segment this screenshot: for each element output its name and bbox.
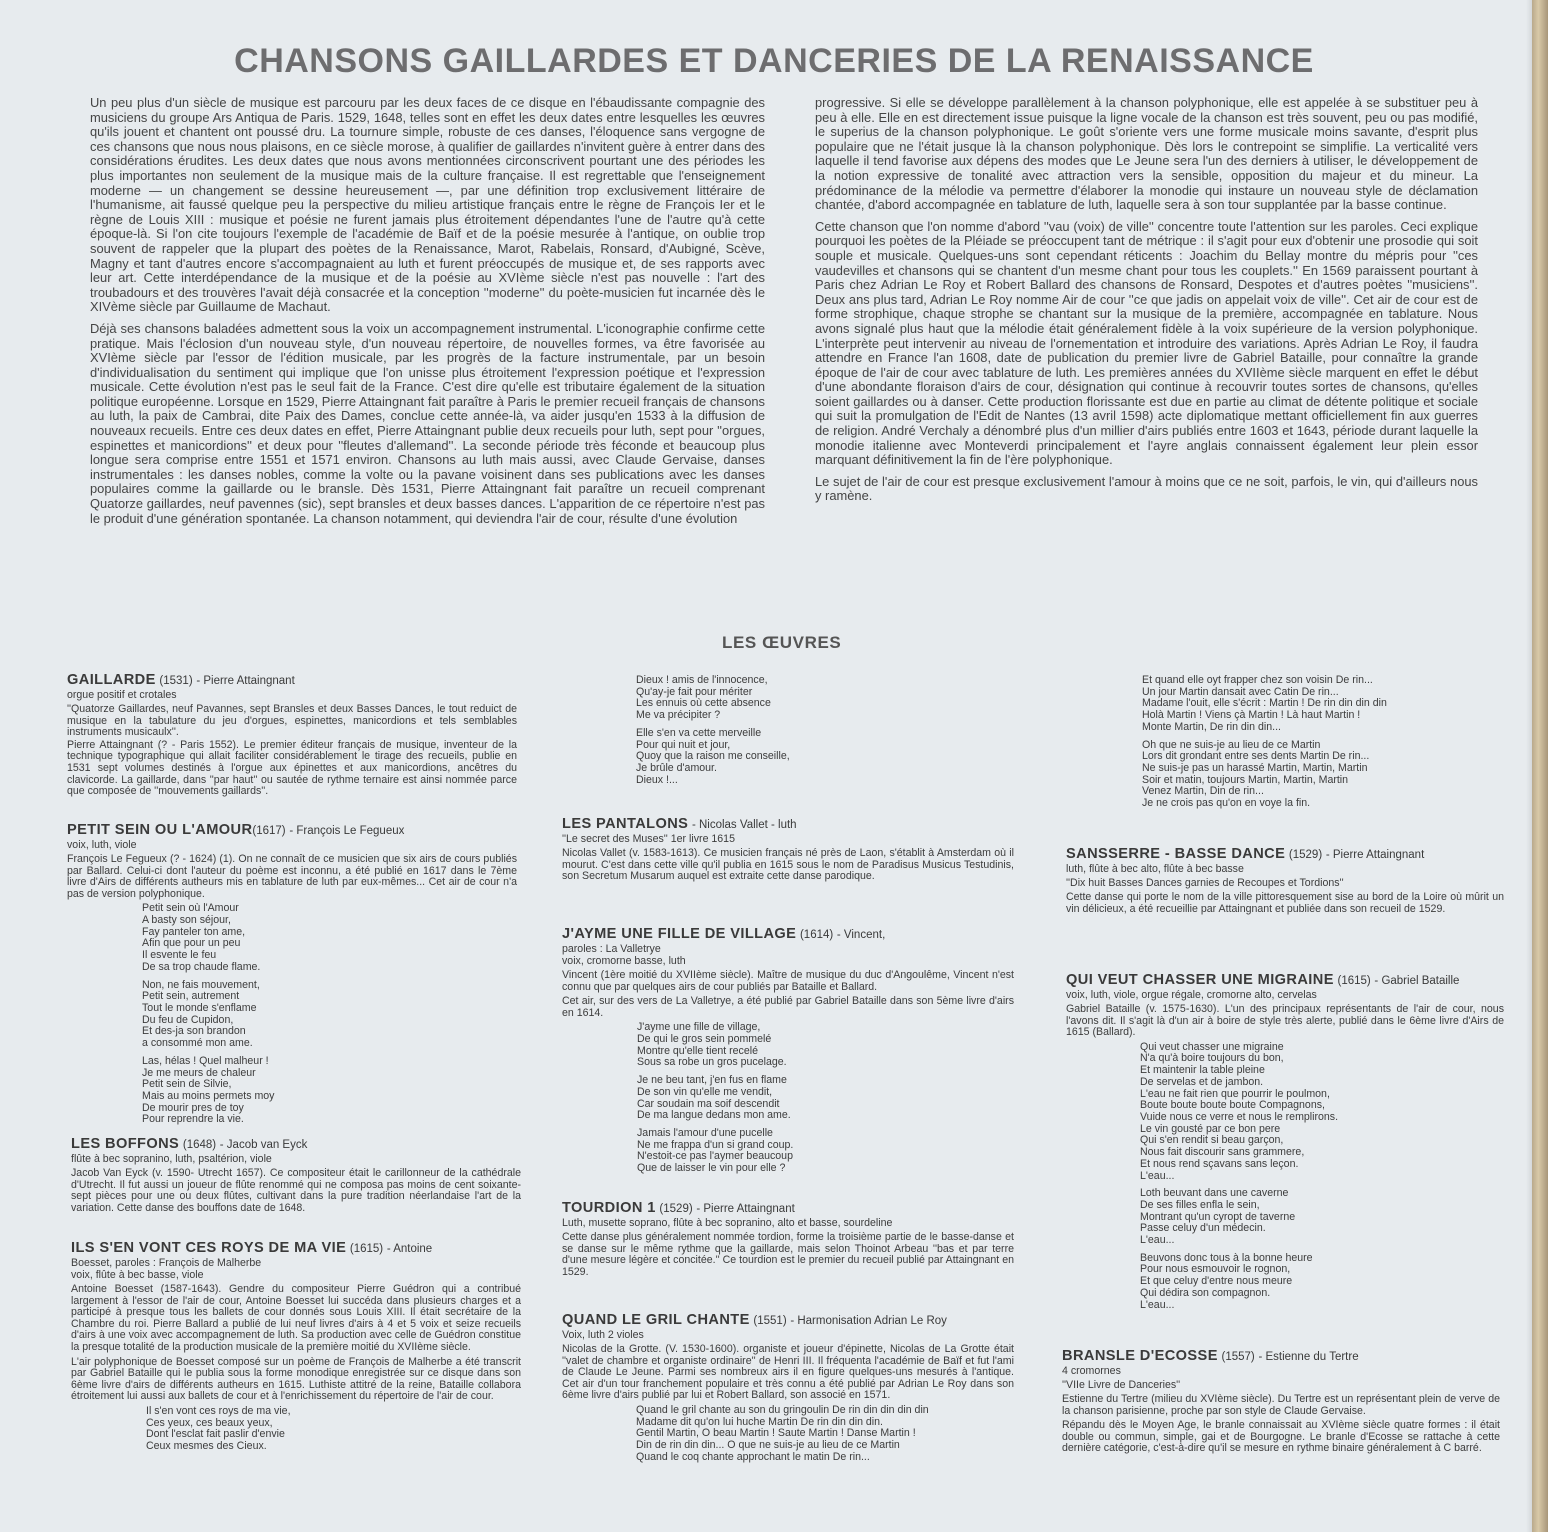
lyric-line: Je ne crois pas qu'on en voye la fin. (1142, 797, 1311, 810)
work-lyricist: paroles : La Valletrye (562, 943, 661, 955)
lyric-line: Qui dédira son compagnon. (1140, 1286, 1271, 1299)
work-heading (1062, 1348, 1500, 1365)
lyric-line: a consommé mon ame. (142, 1037, 253, 1050)
lyric-line: Dieux !... (636, 773, 678, 786)
work-title: LES PANTALONS (562, 816, 689, 832)
work-title: QUAND LE GRIL CHANTE (562, 1312, 750, 1328)
work-source: ''Dix huit Basses Dances garnies de Recoupes et Tordions'' (1066, 877, 1344, 889)
lyric-line: L'eau... (1140, 1234, 1175, 1247)
work-heading (67, 822, 517, 839)
lyric-line: Quand le coq chante approchant le matin De rin... (636, 1450, 870, 1463)
work-composer-line: Boesset, paroles : François de Malherbe (71, 1257, 262, 1269)
lyric-line: De mourir pres de toy (142, 1101, 244, 1114)
lyric-line: Gentil Martin, O beau Martin ! Saute Martin ! Danse Martin ! (636, 1427, 916, 1440)
album-spine (1532, 0, 1548, 1532)
lyric-line: Dieux ! amis de l'innocence, (636, 674, 768, 686)
lyric-line: Quoy que la raison me conseille, (636, 750, 790, 763)
work-description: Antoine Boesset (1587-1643). Gendre du compositeur Pierre Guédron qui a contribué largement à l'essor de l'air de cour, Antoine Boesset lui succéda dans plusieurs charges et a participé à presque tous les ballets de cour donnés sous Louis XIII. Il était secrétaire de la Chambre du roi. Pierre Ballard a publié de lui neuf livres d'airs à 4 et 5 voix et seize recueils d'airs à une voix avec accompagnement de luth. Sa production avec celle de Guédron constitue la presque totalité de la production musicale de la première moitié du XVIIème siècle. (71, 1283, 521, 1353)
lyrics-stanza (637, 1075, 1014, 1122)
work-pantalons (562, 816, 1014, 883)
lyric-line: Je brûle d'amour. (636, 761, 717, 774)
lyric-line: Venez Martin, Din de rin... (1142, 785, 1264, 798)
lyric-line: Lors dit grondant entre ses dents Martin De rin... (1142, 750, 1370, 763)
lyrics-stanza (142, 1056, 517, 1126)
work-composer: - Pierre Attaingnant (196, 675, 295, 687)
lyric-line: Monte Martin, De rin din din... (1142, 720, 1281, 733)
lyric-line: Me va précipiter ? (636, 709, 721, 722)
lyric-line: Holà Martin ! Viens çà Martin ! Là haut Martin ! (1142, 709, 1361, 722)
work-source: ''VIIe Livre de Danceries'' (1062, 1379, 1181, 1391)
lyric-line: Pour reprendre la vie. (142, 1113, 244, 1126)
lyric-line: Je me meurs de chaleur (142, 1066, 256, 1079)
lyric-line: Que de laisser le vin pour elle ? (637, 1162, 786, 1175)
lyric-line: Non, ne fais mouvement, (142, 978, 260, 991)
lyric-line: Un jour Martin dansait avec Catin De rin... (1142, 685, 1339, 698)
work-heading (71, 1240, 521, 1257)
work-title: QUI VEUT CHASSER UNE MIGRAINE (1066, 972, 1334, 988)
work-tourdion (562, 1200, 1014, 1278)
work-description: Cet air, sur des vers de La Valletrye, a été publié par Gabriel Bataille dans son 5ème livre d'airs en 1614. (562, 995, 1014, 1019)
work-instruments: luth, flûte à bec alto, flûte à bec basse (1066, 863, 1244, 875)
lyric-line: Et des-ja son brandon (142, 1025, 246, 1038)
work-instruments: Luth, musette soprano, flûte à bec sopranino, alto et basse, sourdeline (562, 1217, 893, 1229)
lyric-line: Pour qui nuit et jour, (636, 738, 731, 751)
intro-right-column (815, 96, 1478, 511)
lyrics (636, 1405, 1014, 1464)
lyric-line: Fay panteler ton ame, (142, 925, 246, 938)
lyric-line: Beuvons donc tous à la bonne heure (1140, 1251, 1313, 1264)
lyrics-stanza (142, 903, 517, 973)
work-composer: - Antoine (386, 1243, 433, 1255)
work-description: Gabriel Bataille (v. 1575-1630). L'un des principaux représentants de l'air de cour, nous l'avons dit. Il s'agit là d'un air à boire de style très alerte, publié dans le 6ème livre d'Airs de 1615 (Ballard). (1066, 1003, 1504, 1039)
work-heading (562, 1200, 1014, 1217)
work-instruments: voix, luth, viole (67, 839, 137, 851)
lyric-line: L'eau ne fait rien que pourrir le poulmon, (1140, 1087, 1330, 1100)
lyric-line: Petit sein, autrement (142, 990, 240, 1003)
lyric-line: L'eau... (1140, 1169, 1175, 1182)
lyric-line: Elle s'en va cette merveille (636, 726, 762, 739)
lyric-line: Qui veut chasser une migraine (1140, 1040, 1284, 1053)
work-composer: - Pierre Attaingnant (1325, 849, 1425, 861)
lyrics-stanza (637, 1128, 1014, 1175)
work-gaillarde (67, 672, 517, 798)
lyrics-stanza (1140, 1188, 1504, 1247)
work-instruments: voix, flûte à bec basse, viole (71, 1269, 204, 1281)
lyric-line: Et quand elle oyt frapper chez son voisin De rin... (1142, 674, 1373, 686)
page-title: CHANSONS GAILLARDES ET DANCERIES DE LA RENAISSANCE (234, 42, 1314, 80)
works-heading: LES ŒUVRES (722, 633, 842, 652)
work-year: (1615) (1337, 975, 1371, 987)
work-description: L'air polyphonique de Boesset composé sur un poème de François de Malherbe a été transcrit par Gabriel Bataille qui le publia sous la forme monodique enregistrée sur ce disque dans son 6ème livre d'airs de différents autheurs en 1615. Luthiste attitré de la reine, Bataille collabora étroitement lui aussi aux ballets de cour et à l'enrichissement du répertoire de l'air de cour. (71, 1355, 521, 1403)
work-year: (1617) (252, 825, 286, 837)
work-composer: - Gabriel Bataille (1374, 975, 1460, 987)
lyric-line: N'a qu'à boire toujours du bon, (1140, 1052, 1284, 1065)
work-composer: - Pierre Attaingnant (696, 1203, 795, 1215)
lyric-line: Jamais l'amour d'une pucelle (637, 1127, 773, 1139)
lyric-line: N'estoit-ce pas l'aymer beaucoup (637, 1150, 793, 1163)
work-description: François Le Fegueux (? - 1624) (1). On ne connaît de ce musicien que six airs de cours publiés par Ballard. Celui-ci dont l'auteur du poème est inconnu, a été publié en 1617 dans le 7ème livre d'Airs de différents autheurs mis en tablature de luth par eux-mêmes... Cet air de cour n'a pas de version polyphonique. (67, 853, 517, 900)
lyric-line: De son vin qu'elle me vendit, (637, 1085, 773, 1098)
work-heading (562, 1312, 1014, 1329)
work-year: (1531) (159, 675, 193, 687)
lyric-line: Et maintenir la table pleine (1140, 1064, 1265, 1077)
lyric-line: Et que celuy d'entre nous meure (1140, 1275, 1293, 1288)
lyric-line: Ces yeux, ces beaux yeux, (146, 1416, 273, 1429)
work-heading (562, 926, 1014, 943)
work-title: GAILLARDE (67, 672, 156, 688)
work-title: TOURDION 1 (562, 1200, 656, 1216)
lyric-line: Ne suis-je pas un harassé Martin, Martin, Martin (1142, 761, 1368, 774)
lyric-line: Il esvente le feu (142, 949, 217, 962)
work-title: J'AYME UNE FILLE DE VILLAGE (562, 926, 797, 942)
work-description: Répandu dès le Moyen Age, le branle connaissait au XVIème siècle quatre formes : il était double ou commun, simple, gai et de Bourgogne. Le branle d'Ecosse se rattache à cette dernière catégorie, c'est-à-dire qu'il se mesure en rythme binaire généralement à C barré. (1062, 1419, 1500, 1455)
intro-paragraph: Un peu plus d'un siècle de musique est parcouru par les deux faces de ce disque en l'ébaudissante compagnie des musiciens du groupe Ars Antiqua de Paris. 1529, 1648, telles sont en effet les deux dates entre lesquelles les œuvres qu'ils jouent et chantent ont poussé dru. La tournure simple, robuste de ces danses, l'éloquence sans vergogne de ces chansons que nous nous plaisons, en ce siècle morose, à qualifier de gaillardes n'invitent guère à entrer dans des considérations érudites. Les deux dates que nous avons mentionnées circonscrivent pourtant une des périodes les plus importantes non seulement de la musique mais de la culture française. Il est regrettable que l'enseignement moderne — un changement se dessine heureusement —, par une définition trop exclusivement littéraire de l'humanisme, ait faussé quelque peu la perspective du milieu artistique français entre le règne de François Ier et le règne de Louis XIII : musique et poésie ne furent jamais plus étroitement dépendantes l'une de l'autre qu'à cette époque-là. Si l'on cite toujours l'exemple de l'académie de Baïf et de la poésie mesurée à l'antique, on oublie trop souvent de rappeler que la plupart des poètes de la Renaissance, Marot, Rabelais, Ronsard, d'Aubigné, Scève, Magny et tant d'autres encore s'accompagnaient au luth et furent préoccupés de musique et, de ses rapports avec leur art. Cette interdépendance de la musique et de la poésie au XVIème siècle n'est pas nouvelle : l'art des troubadours et des trouvères l'avait déjà consacrée et la conception ''moderne'' du poète-musicien fut incarnée dès le XIVème siècle par Guillaume de Machaut. (90, 95, 765, 315)
work-description: ''Quatorze Gaillardes, neuf Pavannes, sept Bransles et deux Basses Dances, le tout reduict de musique en la tabulature du jeu d'orgues, espinettes, manicordions et tels semblables instruments musicaulx''. (67, 703, 517, 739)
work-boffons (71, 1136, 521, 1214)
work-source: ''Le secret des Muses'' 1er livre 1615 (562, 833, 735, 845)
lyric-line: Boute boute boute boute Compagnons, (1140, 1099, 1325, 1112)
intro-paragraph: Déjà ses chansons baladées admettent sous la voix un accompagnement instrumental. L'iconographie confirme cette pratique. Mais l'éclosion d'un nouveau style, d'un nouveau répertoire, de nouvelles formes, va être favorisée au XVIème siècle par l'essor de l'édition musicale, par les progrès de la facture instrumentale, par un besoin d'individualisation du sentiment qui implique que l'on unisse plus étroitement l'expression poétique et l'expression musicale. Cette évolution n'est pas le seul fait de la France. C'est dire qu'elle est tributaire également de la situation politique européenne. Lorsque en 1529, Pierre Attaingnant fait paraître à Paris le premier recueil français de chansons au luth, la paix de Cambrai, dite Paix des Dames, conclue cette année-là, va aider jusqu'en 1533 à la diffusion de nouveaux recueils. Entre ces deux dates en effet, Pierre Attaingnant publie deux recueils pour luth, sept pour ''orgues, espinettes et manicordions'' et deux pour ''fleutes d'allemand''. La seconde période très féconde et beaucoup plus longue sera comprise entre 1551 et 1571 environ. Chansons au luth mais aussi, avec Claude Gervaise, danses instrumentales : les danses nobles, comme la volte ou la pavane voisinent dans ses publications avec les danses populaires comme la gaillarde ou le bransle. Dès 1531, Pierre Attaingnant fait paraître un recueil comprenant Quatorze gaillardes, neuf pavennes (sic), sept bransles et deux basses dances. L'apparition de ce répertoire n'est pas le produit d'une génération spontanée. La chanson notamment, qui deviendra l'air de cour, résulte d'une évolution (90, 320, 765, 526)
work-description: Jacob Van Eyck (v. 1590- Utrecht 1657). Ce compositeur était le carillonneur de la cathédrale d'Utrecht. Il fut aussi un joueur de flûte renommé qui ne composa pas moins de cent soixante-sept pièces pour une ou deux flûtes, cultivant dans la pure tradition néerlandaise l'art de la variation. Cette danse des bouffons date de 1648. (71, 1167, 521, 1214)
work-year: (1615) (349, 1243, 384, 1255)
lyric-line: Soir et matin, toujours Martin, Martin, Martin (1142, 773, 1349, 786)
work-composer: - Estienne du Tertre (1258, 1351, 1359, 1363)
lyric-line: De servelas et de jambon. (1140, 1075, 1264, 1088)
lyric-line: Et nous rend sçavans sans leçon. (1140, 1157, 1299, 1170)
work-migraine (1066, 972, 1504, 1317)
lyric-line: Madame dit qu'on lui huche Martin De rin din din din. (636, 1415, 883, 1428)
work-year: (1614) (799, 929, 834, 941)
lyric-line: Car soudain ma soif descendit (637, 1097, 780, 1110)
lyric-line: Le vin gousté par ce bon pere (1140, 1122, 1281, 1135)
lyric-line: Petit sein où l'Amour (142, 902, 239, 915)
lyric-line: Petit sein de Silvie, (142, 1078, 232, 1091)
work-title: LES BOFFONS (71, 1136, 180, 1152)
work-composer: - Jacob van Eyck (219, 1139, 308, 1151)
lyrics (1140, 1042, 1504, 1311)
lyric-line: Pour nous esmouvoir le rognon, (1140, 1263, 1291, 1276)
lyric-line: Quand le gril chante au son du gringoulin De rin din din din din (636, 1403, 929, 1416)
work-bransle-decosse (1062, 1348, 1500, 1455)
work-title: PETIT SEIN OU L'AMOUR (67, 822, 253, 838)
lyric-line: De ses filles enfla le sein, (1140, 1198, 1260, 1211)
lyric-line: De sa trop chaude flame. (142, 960, 261, 973)
lyric-line: Oh que ne suis-je au lieu de ce Martin (1142, 738, 1321, 751)
work-year: (1529) (1288, 849, 1323, 861)
intro-paragraph: Cette chanson que l'on nomme d'abord ''vau (voix) de ville'' concentre toute l'attention sur les paroles. Ceci explique pourquoi les poètes de la Pléiade se préoccupent tant de métrique : il s'agit pour eux d'obtenir une prosodie qui soit souple et musicale. Quelques-uns sont cependant réticents : Joachim du Bellay montre du mépris pour ''ces vaudevilles et chansons qui se chantent d'un mesme chant pour tous les couplets.'' En 1569 paraissent pourtant à Paris chez Adrian Le Roy et Robert Ballard des chansons de Ronsard, Despotes et d'autres poètes ''musiciens''. Deux ans plus tard, Adrian Le Roy nomme Air de cour ''ce que jadis on appelait voix de ville''. Cet air de cour est de forme strophique, chaque strophe se chantant sur la musique de la première, accompagnée en tablature. Nous avons signalé plus haut que la mélodie était généralement fidèle à la voix supérieure de la version polyphonique. L'interprète peut intervenir au niveau de l'ornementation et introduire des variations. Après Adrian Le Roy, il faudra attendre en France l'an 1608, date de publication du premier livre de Gabriel Bataille, pour connaître la grande époque de l'air de cour avec tablature de luth. Les premières années du XVIIème siècle marquent en effet le début d'une abondante floraison d'airs de cour, désignation qui continue à recouvrir toutes sortes de chansons, qu'elles soient gaillardes ou à danser. Cette production florissante est due en partie au climat de détente politique et sociale qui suit la promulgation de l'Edit de Nantes (13 avril 1598) acte diplomatique mettant officiellement fin aux guerres de religion. André Verchaly a dénombré plus d'un millier d'airs publiés entre 1603 et 1643, période durant laquelle la monodie italienne avec Monteverdi principalement et l'ayre anglais connaissent également leur plein essor marquant définitivement la fin de l'ère polyphonique. (815, 218, 1478, 468)
work-instruments: orgue positif et crotales (67, 689, 177, 701)
work-description: Estienne du Tertre (milieu du XVIème siècle). Du Tertre est un représentant plein de verve de la chanson parisienne, proche par son style de Claude Gervaise. (1062, 1393, 1500, 1417)
work-heading (67, 672, 517, 689)
lyric-line: Mais au moins permets moy (142, 1089, 275, 1102)
lyrics-stanza (636, 675, 790, 722)
work-year: (1529) (659, 1203, 693, 1215)
work-instruments: Voix, luth 2 violes (562, 1329, 644, 1341)
work-instruments: 4 cromornes (1062, 1365, 1121, 1377)
work-description: Pierre Attaingnant (? - Paris 1552). Le premier éditeur français de musique, inventeur de la technique typographique qui allait faciliter considérablement le tirage des recueils, publie en 1531 sept volumes destinés à l'orgue aux épinettes et aux manicordions, ancêtres du clavicorde. La gaillarde, dans ''par haut'' ou sautée de rythme ternaire est ainsi nommée parce que composée de ''mouvements gaillards''. (67, 738, 517, 798)
lyric-line: De qui le gros sein pommelé (637, 1033, 772, 1046)
work-title: ILS S'EN VONT CES ROYS DE MA VIE (71, 1240, 347, 1256)
lyric-line: Montre qu'elle tient recelé (637, 1044, 758, 1057)
work-year: (1551) (753, 1315, 787, 1327)
lyric-line: Nous fait discourir sans grammere, (1140, 1146, 1305, 1159)
lyric-line: Tout le monde s'enflame (142, 1002, 257, 1014)
work-composer: - Nicolas Vallet - luth (691, 819, 797, 831)
lyrics (637, 1022, 1014, 1174)
work-description: Nicolas Vallet (v. 1583-1613). Ce musicien français né près de Laon, s'établit à Amsterdam où il mourut. C'est dans cette ville qu'il publia en 1615 sous le nom de Paradisus Musicus Testudinis, son Secretum Musarum auquel est extraite cette danse parodique. (562, 847, 1014, 883)
lyrics (636, 675, 790, 792)
lyric-line: Passe celuy d'un médecin. (1140, 1222, 1266, 1235)
lyric-line: A basty son séjour, (142, 914, 231, 927)
lyric-line: Il s'en vont ces roys de ma vie, (146, 1404, 291, 1417)
work-description: Cette danse qui porte le nom de la ville pittoresquement sise au bord de la Loire où mûrit un vin délicieux, a été recueillie par Attaingnant et publiée dans son recueil de 1529. (1066, 891, 1504, 915)
work-heading (562, 816, 1014, 833)
lyric-line: Ne me frappa d'un si grand coup. (637, 1138, 794, 1151)
lyrics-stanza (636, 728, 790, 787)
lyric-line: Din de rin din din... O que ne suis-je au lieu de ce Martin (636, 1439, 900, 1452)
lyrics-stanza (1140, 1253, 1504, 1312)
lyric-line: Sous sa robe un gros pucelage. (637, 1056, 787, 1069)
lyric-line: Montrant qu'un cyropt de taverne (1140, 1210, 1296, 1223)
work-instruments: voix, luth, viole, orgue régale, cromorne alto, cervelas (1066, 989, 1317, 1001)
lyric-line: Qui s'en rendit si beau garçon, (1140, 1134, 1284, 1147)
work-jayme (562, 926, 1014, 1181)
lyric-line: De ma langue dedans mon ame. (637, 1109, 791, 1122)
lyrics-stanza (636, 1405, 1014, 1464)
lyric-line: Du feu de Cupidon, (142, 1013, 234, 1026)
lyric-line: Madame l'ouit, elle s'écrit : Martin ! De rin din din din (1142, 697, 1387, 710)
work-composer: - François Le Fegueux (289, 825, 405, 837)
work-title: BRANSLE D'ECOSSE (1062, 1348, 1218, 1364)
lyrics-stanza (146, 1406, 521, 1453)
lyric-line: L'eau... (1140, 1298, 1175, 1311)
work-heading (1066, 846, 1504, 863)
lyric-line: J'ayme une fille de village, (637, 1021, 761, 1034)
lyrics-stanza (637, 1022, 1014, 1069)
intro-paragraph: progressive. Si elle se développe parallèlement à la chanson polyphonique, elle est appelée à se substituer peu à peu à elle. Elle en est directement issue puisque la ligne vocale de la chanson est très souvent, peu ou pas modifié, le superius de la chanson polyphonique. Le goût s'oriente vers une forme musicale moins savante, d'esprit plus populaire que ne l'était jusque là la chanson polyphonique. Dès lors le contrepoint se simplifie. La verticalité vers laquelle il tend favorise aux dépens des modes que Le Jeune sera l'un des derniers à utiliser, le développement de la notion expressive de tonalité avec attraction vers la sensible, opposition du majeur et du mineur. La prédominance de la mélodie va permettre d'élaborer la monodie qui instaure un nouveau style de déclamation chantée, d'abord accompagnée en tablature de luth, laquelle sera à son tour supplantée par la basse continue. (815, 95, 1478, 213)
work-ces-roys (71, 1240, 521, 1459)
work-heading (1066, 972, 1504, 989)
lyric-line: Ceux mesmes des Cieux. (146, 1440, 267, 1453)
work-sansserre (1066, 846, 1504, 915)
lyric-line: Las, hélas ! Quel malheur ! (142, 1054, 269, 1067)
lyrics (1142, 675, 1387, 816)
work-petit-sein (67, 822, 517, 1132)
work-instruments: flûte à bec sopranino, luth, psaltérion, viole (71, 1153, 272, 1165)
work-instruments: voix, cromorne basse, luth (562, 955, 686, 967)
lyric-line: Loth beuvant dans une caverne (1140, 1187, 1289, 1200)
lyrics-stanza (1142, 675, 1387, 734)
work-heading (71, 1136, 521, 1153)
lyric-line: Dont l'esclat fait paslir d'envie (146, 1428, 285, 1441)
lyrics (142, 903, 517, 1126)
lyrics-stanza (1140, 1042, 1504, 1182)
work-composer: - Harmonisation Adrian Le Roy (790, 1315, 947, 1327)
lyric-line: Qu'ay-je fait pour mériter (636, 685, 753, 698)
lyric-line: Afin que pour un peu (142, 937, 241, 950)
lyrics (146, 1406, 521, 1453)
work-quand-le-gril (562, 1312, 1014, 1469)
work-title: SANSSERRE - BASSE DANCE (1066, 846, 1286, 862)
lyrics-stanza (1142, 740, 1387, 810)
lyric-line: Je ne beu tant, j'en fus en flame (637, 1074, 787, 1087)
work-description: Nicolas de la Grotte. (V. 1530-1600). organiste et joueur d'épinette, Nicolas de La Grotte était ''valet de chambre et organiste ordinaire'' de Henri III. Il fréquenta l'académie de Baïf et fut l'ami de Claude Le Jeune. Parmi ses nombreux airs il en figure quelques-uns mesurés à l'antique. Cet air d'un tour franchement populaire et très connu a été publié par Adrian Le Roy dans son 6ème livre d'airs publié par lui et Robert Ballard, son associé en 1571. (562, 1343, 1014, 1402)
work-description: Vincent (1ère moitié du XVIIème siècle). Maître de musique du duc d'Angoulême, Vincent n'est connu que par quelques airs de cour publiés par Bataille et Ballard. (562, 969, 1014, 993)
work-year: (1557) (1221, 1351, 1255, 1363)
work-year: (1648) (182, 1139, 217, 1151)
work-description: Cette danse plus généralement nommée tordion, forme la troisième partie de le basse-danse et se danse sur le même rythme que la gaillarde, mais selon Thoinot Arbeau ''bas et par terre d'une mesure légère et concitée.'' Ce tourdion est le premier du recueil publié par Attaingnant en 1529. (562, 1231, 1014, 1278)
lyric-line: Vuide nous ce verre et nous le remplirons. (1140, 1111, 1339, 1123)
intro-left-column (90, 96, 765, 533)
work-composer: - Vincent, (836, 929, 886, 941)
intro-paragraph: Le sujet de l'air de cour est presque exclusivement l'amour à moins que ce ne soit, parfois, le vin, qui d'ailleurs nous y ramène. (815, 473, 1478, 504)
lyrics-stanza (142, 980, 517, 1050)
lyric-line: Les ennuis où cette absence (636, 697, 771, 710)
